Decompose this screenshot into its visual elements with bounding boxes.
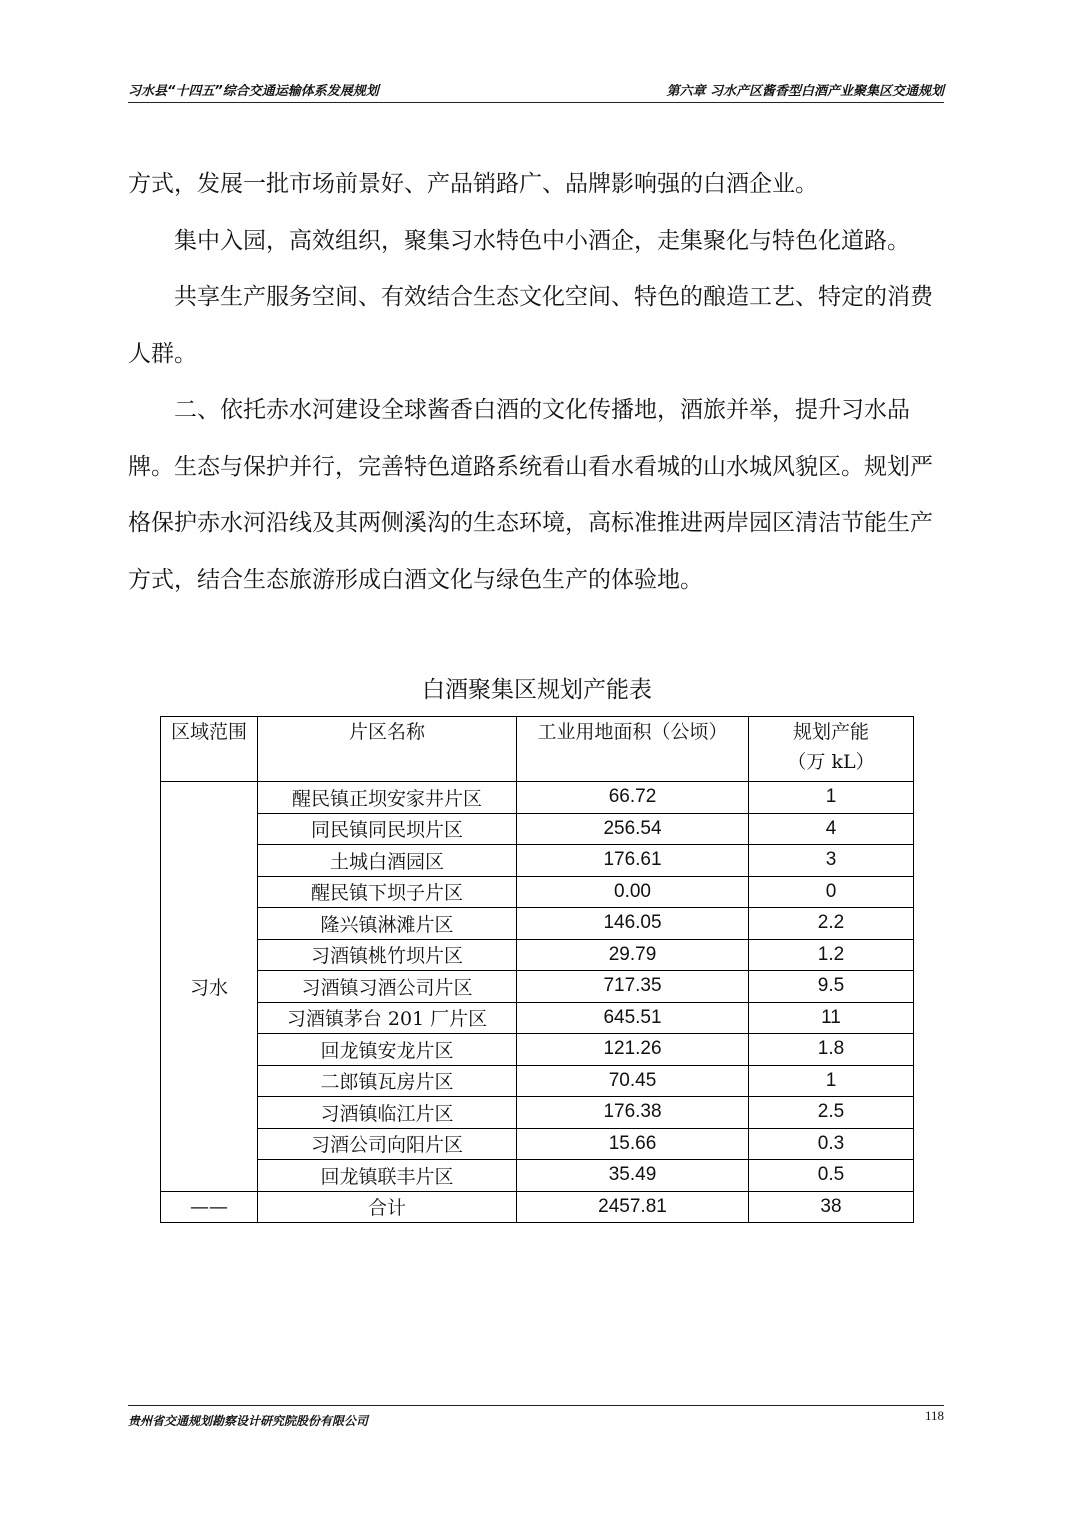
table-caption: 白酒聚集区规划产能表 (422, 677, 652, 703)
land-area-cell: 121.26 (517, 1034, 749, 1066)
page-header (128, 78, 944, 103)
land-area-cell: 66.72 (517, 782, 749, 814)
capacity-cell: 9.5 (749, 971, 914, 1003)
capacity-cell: 11 (749, 1002, 914, 1034)
table-row (161, 1128, 914, 1160)
table-row (161, 1034, 914, 1066)
page-footer (128, 1405, 944, 1428)
table-header-row (161, 717, 914, 782)
land-area-cell: 35.49 (517, 1160, 749, 1192)
table-row (161, 876, 914, 908)
header-capacity-line2: （万 kL） (787, 751, 875, 773)
capacity-cell: 0.3 (749, 1128, 914, 1160)
land-area-cell: 29.79 (517, 939, 749, 971)
total-capacity-cell: 38 (749, 1191, 914, 1223)
table-row (161, 1160, 914, 1192)
header-document-title: 习水县“十四五”综合交通运输体系发展规划 (128, 84, 379, 99)
paragraph-1: 方式，发展一批市场前景好、产品销路广、品牌影响强的白酒企业。 (128, 171, 818, 197)
table-row (161, 1097, 914, 1129)
capacity-cell: 3 (749, 845, 914, 877)
land-area-cell: 70.45 (517, 1065, 749, 1097)
region-cell: 习水 (161, 782, 258, 1192)
zone-name-cell: 习酒镇临江片区 (258, 1097, 517, 1129)
capacity-cell: 1 (749, 782, 914, 814)
page-number: 118 (924, 1408, 944, 1423)
header-chapter-title: 第六章 习水产区酱香型白酒产业聚集区交通规划 (666, 84, 944, 99)
header-zone-name: 片区名称 (258, 717, 517, 782)
land-area-cell: 176.61 (517, 845, 749, 877)
zone-name-cell: 醒民镇下坝子片区 (258, 876, 517, 908)
capacity-cell: 0 (749, 876, 914, 908)
capacity-cell: 1.8 (749, 1034, 914, 1066)
table-row (161, 1065, 914, 1097)
capacity-cell: 2.2 (749, 908, 914, 940)
zone-name-cell: 习酒镇习酒公司片区 (258, 971, 517, 1003)
land-area-cell: 256.54 (517, 813, 749, 845)
table-row (161, 813, 914, 845)
table-total-row (161, 1191, 914, 1223)
land-area-cell: 645.51 (517, 1002, 749, 1034)
body-text (128, 156, 948, 608)
zone-name-cell: 醒民镇正坝安家井片区 (258, 782, 517, 814)
zone-name-cell: 土城白酒园区 (258, 845, 517, 877)
capacity-cell: 1.2 (749, 939, 914, 971)
table-row (161, 1002, 914, 1034)
zone-name-cell: 回龙镇联丰片区 (258, 1160, 517, 1192)
paragraph-4: 二、依托赤水河建设全球酱香白酒的文化传播地，酒旅并举，提升习水品牌。生态与保护并行，完善特色道路系统看山看水看城的山水城风貌区。规划严格保护赤水河沿线及其两侧溪沟的生态环境，高标准推进两岸园区清洁节能生产方式，结合生态旅游形成白酒文化与绿色生产的体验地。 (128, 397, 933, 593)
total-label-cell: 合计 (258, 1191, 517, 1223)
total-region-cell: —— (161, 1191, 258, 1223)
table-row (161, 971, 914, 1003)
zone-name-cell: 二郎镇瓦房片区 (258, 1065, 517, 1097)
land-area-cell: 15.66 (517, 1128, 749, 1160)
land-area-cell: 146.05 (517, 908, 749, 940)
land-area-cell: 176.38 (517, 1097, 749, 1129)
zone-name-cell: 同民镇同民坝片区 (258, 813, 517, 845)
paragraph-3: 共享生产服务空间、有效结合生态文化空间、特色的酿造工艺、特定的消费人群。 (128, 284, 933, 367)
table-body (161, 782, 914, 1223)
capacity-cell: 0.5 (749, 1160, 914, 1192)
land-area-cell: 717.35 (517, 971, 749, 1003)
zone-name-cell: 习酒镇茅台 201 厂片区 (258, 1002, 517, 1034)
table-row (161, 908, 914, 940)
land-area-cell: 0.00 (517, 876, 749, 908)
zone-name-cell: 习酒镇桃竹坝片区 (258, 939, 517, 971)
header-capacity (749, 717, 914, 782)
zone-name-cell: 回龙镇安龙片区 (258, 1034, 517, 1066)
capacity-cell: 2.5 (749, 1097, 914, 1129)
capacity-cell: 1 (749, 1065, 914, 1097)
capacity-table (160, 716, 914, 1223)
header-land-area: 工业用地面积（公顷） (517, 717, 749, 782)
table-row (161, 782, 914, 814)
table-row (161, 939, 914, 971)
capacity-cell: 4 (749, 813, 914, 845)
footer-organization: 贵州省交通规划勘察设计研究院股份有限公司 (128, 1414, 369, 1428)
zone-name-cell: 习酒公司向阳片区 (258, 1128, 517, 1160)
paragraph-2: 集中入园，高效组织，聚集习水特色中小酒企，走集聚化与特色化道路。 (174, 227, 910, 254)
total-area-cell: 2457.81 (517, 1191, 749, 1223)
zone-name-cell: 隆兴镇淋滩片区 (258, 908, 517, 940)
table-row (161, 845, 914, 877)
header-capacity-line1: 规划产能 (792, 721, 869, 743)
header-region: 区域范围 (161, 717, 258, 782)
